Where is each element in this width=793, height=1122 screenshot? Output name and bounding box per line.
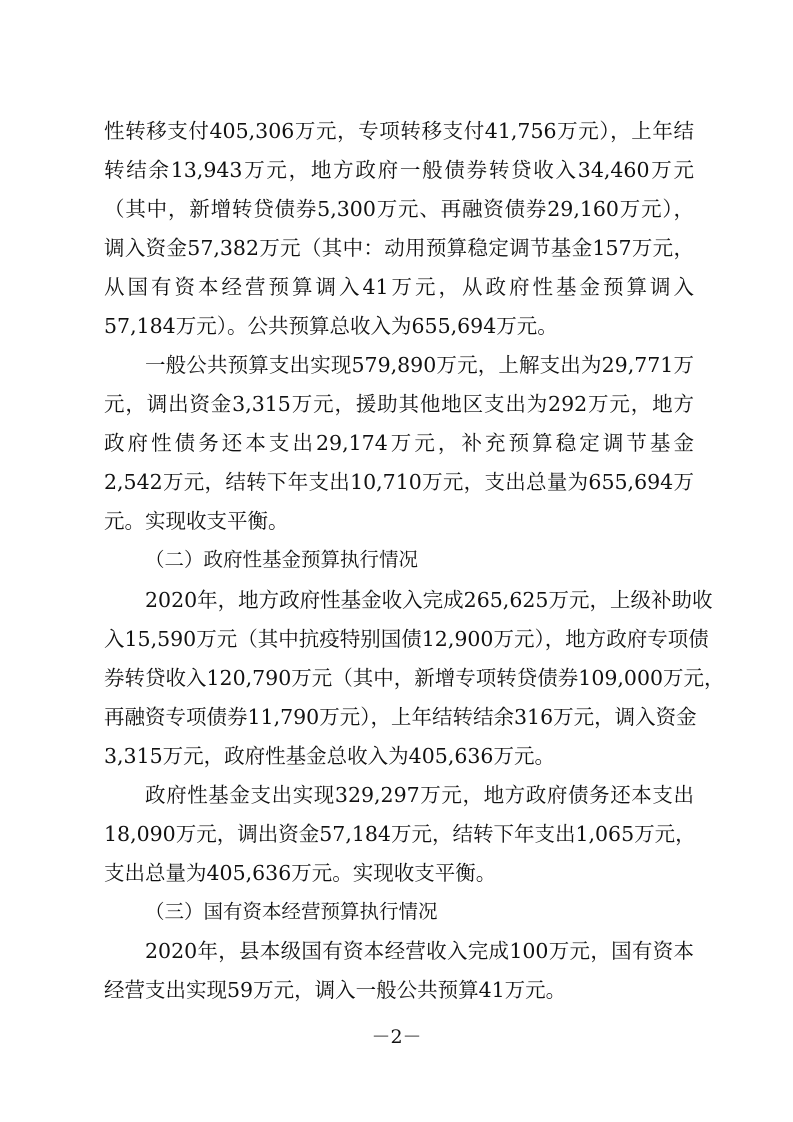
text-line: [0, 779, 793, 811]
text-line-content: 政府性基金支出实现329,297万元，地方政府债务还本支出: [145, 783, 694, 807]
text-line-content: 支出总量为405,636万元。实现收支平衡。: [104, 861, 497, 885]
text-line-content: 57,184万元）。公共预算总收入为655,694万元。: [104, 314, 558, 338]
text-line-content: （其中，新增转贷债券5,300万元、再融资债券29,160万元），: [104, 197, 694, 221]
section-heading: [0, 896, 793, 928]
text-line-content: 再融资专项债券11,790万元），上年结转结余316万元，调入资金: [104, 705, 697, 729]
text-line-content: 一般公共预算支出实现579,890万元，上解支出为29,771万: [145, 353, 694, 377]
text-line-content: 元，调出资金3,315万元，援助其他地区支出为292万元，地方: [104, 392, 694, 416]
text-line: [0, 623, 793, 655]
text-line-content: 调入资金57,382万元（其中：动用预算稳定调节基金157万元，: [104, 236, 694, 260]
text-line-content: 从国有资本经营预算调入41万元，从政府性基金预算调入: [104, 275, 694, 299]
text-line: [0, 349, 793, 381]
text-line-content: 2020年，地方政府性基金收入完成265,625万元，上级补助收: [145, 588, 713, 612]
text-line-content: 券转贷收入120,790万元（其中，新增专项转贷债券109,000万元，: [104, 666, 725, 690]
text-line: [0, 427, 793, 459]
section-heading-text: （二）政府性基金预算执行情况: [145, 548, 419, 571]
page-number: －2－: [371, 1026, 422, 1048]
text-line: [0, 584, 793, 616]
text-line: [0, 857, 793, 889]
text-line: [0, 232, 793, 264]
text-line: [0, 818, 793, 850]
section-heading: [0, 544, 793, 576]
text-line: [0, 388, 793, 420]
text-line: [0, 935, 793, 967]
text-line: [0, 505, 793, 537]
text-line: [0, 466, 793, 498]
text-line: [0, 701, 793, 733]
text-line: [0, 662, 793, 694]
text-line: [0, 974, 793, 1006]
text-line-content: 3,315万元，政府性基金总收入为405,636万元。: [104, 744, 555, 768]
text-line-content: 经营支出实现59万元，调入一般公共预算41万元。: [104, 978, 567, 1002]
text-line-content: 转结余13,943万元，地方政府一般债券转贷收入34,460万元: [104, 158, 694, 182]
text-line: [0, 115, 793, 147]
text-line-content: 18,090万元，调出资金57,184万元，结转下年支出1,065万元，: [104, 822, 696, 846]
text-line-content: 元。实现收支平衡。: [104, 509, 289, 533]
text-line-content: 性转移支付405,306万元，专项转移支付41,756万元），上年结: [104, 119, 694, 143]
text-line: [0, 271, 793, 303]
text-line-content: 入15,590万元（其中抗疫特别国债12,900万元），地方政府专项债: [104, 627, 709, 651]
text-line-content: 2,542万元，结转下年支出10,710万元，支出总量为655,694万: [104, 470, 694, 494]
text-line-content: 2020年，县本级国有资本经营收入完成100万元，国有资本: [145, 939, 694, 963]
text-line: [0, 310, 793, 342]
text-line: [0, 193, 793, 225]
text-line-content: 政府性债务还本支出29,174万元，补充预算稳定调节基金: [104, 431, 694, 455]
text-line: [0, 740, 793, 772]
text-line: [0, 154, 793, 186]
section-heading-text: （三）国有资本经营预算执行情况: [145, 900, 438, 923]
